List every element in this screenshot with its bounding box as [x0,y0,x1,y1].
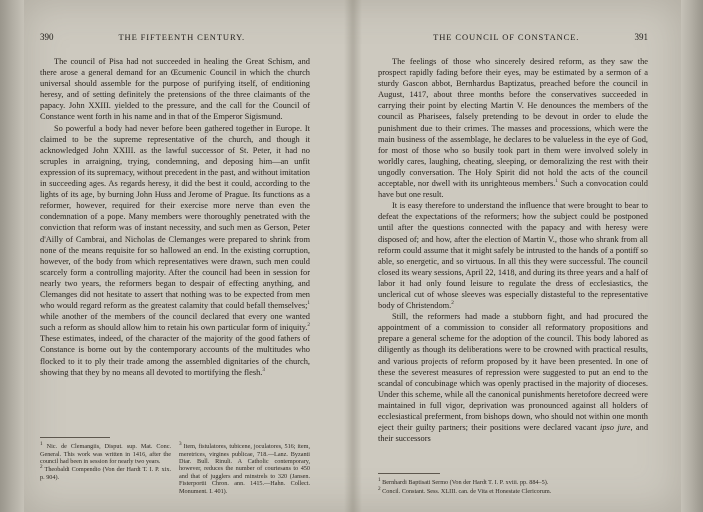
footnote-item: $^2$ Concil. Constant. Sess. XLIII. can. de Vita et Honestate Clericorum. [378,485,552,495]
left-paragraph-1: The council of Pisa had not succeeded in healing the Great Schism, and there arose a general demand for an Œcumenic Council in which the church universal should assemble for the purpose of purifying itself, of enditioning heresy, and of setting definitely the pretensions of the three claimants of the papacy. John XXIII. yielded to the pressure, and the call for the Council of Constance went forth in his name and in that of the Emperor Sigismund. [40,57,310,122]
right-folio-number: 391 [634,32,648,42]
right-running-head [378,32,648,43]
left-footnote-rule [40,437,110,438]
right-footnote-area [378,464,648,496]
right-page-edge-shadow [681,0,703,512]
left-body-text [40,56,310,378]
right-footnotes [378,479,648,495]
right-paragraph-1: The feelings of those who sincerely desired reform, as they saw the prospect rapidly fading before their eyes, may be estimated by a sermon of a sturdy Gascon abbot, Bernhardus Baptizatus, preached before the council in August, 1417, about three months before the conservatives succeeded in carrying their point by electing Martin V. He denounces the members of the council as Pharisees, falsely pretending to be devout in order to elude the punishment due to their crimes. The masses and processions, which were the main business of the assemblage, he declares to be valueless in the eye of God, for most of those who so busily took part in them were involved solely in worldly cares, laughing, cheating, sleeping, or demoralizing the rest with their ungodly conversation. The Holy Spirit did not hold the acts of the council acceptable, nor dwell with its unrighteous members.$^1$ Such a convocation could have but one result. [378,57,648,200]
left-page-edge-shadow [0,0,24,512]
right-paragraph-2: It is easy therefore to understand the influence that were brought to bear to defeat the expectations of the reformers; how the subject could be postponed until after the questions connected with the papacy and with heresy were disposed of; and how, after the election of Martin V., those who shrank from all reform could assume that it might safely be intrusted to the hands of a pontiff so able, so energetic, and so virtuous. In all this they were successful. The council closed its weary sessions, April 22, 1418, and during its three years and a half of labor it had only found leisure to regulate the dress of ecclesiastics, the unclerical cut of whose sleeves was especially distasteful to the representative body of Christendom.$^2$ [378,201,648,311]
right-footnote-rule [378,473,440,474]
book-gutter [344,0,362,512]
footnote-item: $^2$ Theobaldi Compendio (Von der Hardt T. I. P. xix. p. 904). [40,464,171,481]
right-running-head-title: THE COUNCIL OF CONSTANCE. [433,32,580,42]
right-page-column [378,32,648,444]
footnote-item: $^3$ Item, fistulatores, tubicene, joculatores, 516; item, meretrices, virgines publicae, 718.—Lanz. Byzanti Diar. Bull. Rinuli. A Catholic contemporary, however, reduces the number of courtesans to 450 and that of jugglers and minstrels to 320 (Jansen. Fisterportii Chron. ann. 1415.—Hahn. Collect. Monument. I. 401). [179,441,310,495]
left-footnotes [40,443,310,496]
left-paragraph-2: So powerful a body had never before been gathered together in Europe. It claimed to be the supreme representative of the church, and though it acknowledged John XXIII. as the lawful successor of St. Peter, it had no scruples in arraigning, trying, condemning, and deposing him—an unfit expression of its supremacy, without precedent in the past, and without imitation in succeeding ages. As regards heresy, it did the best it could, according to the lights of its age, by burning John Huss and Jerome of Prague. Its functions as a reformer, however, required for their exercise more nerve than even the condemnation of a pope. Many members were thoroughly penetrated with the conviction that reform was of instant necessity, and such men as Gerson, Peter d'Ailly of Cambrai, and Nicholas de Clemanges were prepared to shrink from none of the means requisite for so hallowed an end. In the existing corruption, however, of the body from which representatives were drawn, such men could scarcely form a controlling majority. After the council had been in session for nearly two years, the reformers began to despair of effecting anything, and Clemanges did not hesitate to assert that nothing was to be expected from men who would regard reform as the greatest calamity that could befall themselves;$^1$ while another of the members of the council declared that every one wanted such a reform as should allow him to retain his own particular form of iniquity.$^2$ These estimates, indeed, of the character of the majority of the good fathers of Constance is borne out by the contemporary accounts of the multitudes who flocked to it to ply their trade among the assembled dignitaries of the church, showing that they by no means all devoted to mortifying the flesh.$^3$ [40,123,310,377]
right-paragraph-3: Still, the reformers had made a stubborn fight, and had procured the appointment of a commission to consider all reformatory propositions and prepare a general scheme for the adoption of the council. This body labored as diligently as though its deliberations were to be crowned with practical results, and various projects of reform proposed by it have been presented. In one of these the severest measures of repression were suggested to put an end to the scandal of concubinage which was openly practised in the majority of dioceses. Under this scheme, while all the canonical punishments heretofore decreed were maintained in full vigor, deprivation was pronounced against all holders of ecclesiastical preferment, from bishops down, who should not within one month eject their guilty partners; their positions were declared vacant ipso jure, and their successors [378,312,649,444]
left-page-column [40,32,310,378]
left-running-head-title: THE FIFTEENTH CENTURY. [118,32,246,42]
left-running-head [40,32,310,43]
right-body-text [378,56,648,444]
left-footnote-area [40,428,310,496]
footnote-item: $^1$ Bernhardi Baptisati Sermo (Von der Hardt T. I. P. xviii. pp. 884–5). [378,477,549,487]
footnote-item: $^1$ Nic. de Clemangiis, Disput. sup. Mat. Conc. General. This work was written in 1416, after the council had been in session for nearly two years. [40,441,171,465]
left-folio-number: 390 [40,32,54,42]
